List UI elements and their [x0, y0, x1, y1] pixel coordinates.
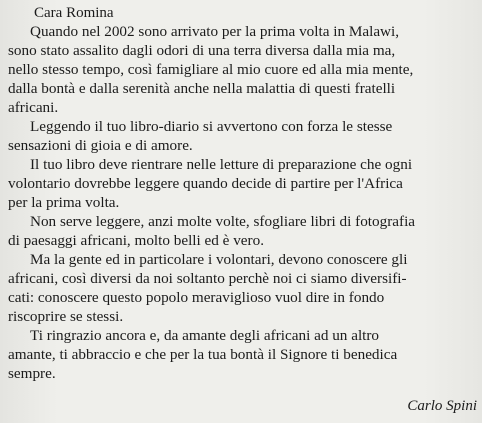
- letter-line: Ti ringrazio ancora e, da amante degli africani ad un altro: [30, 327, 380, 344]
- letter-line: cati: conoscere questo popolo meraviglioso vuol dire in fondo: [8, 289, 385, 306]
- letter-line: di paesaggi africani, molto belli ed è vero.: [8, 232, 264, 249]
- letter-line: Leggendo il tuo libro-diario si avvertono con forza le stesse: [30, 118, 393, 135]
- letter-line: volontario dovrebbe leggere quando decide di partire per l'Africa: [8, 175, 403, 192]
- letter-line: dalla bontà e dalla serenità anche nella malattia di questi fratelli: [8, 80, 396, 97]
- letter-line: Non serve leggere, anzi molte volte, sfogliare libri di fotografia: [30, 213, 416, 230]
- letter-salutation: Cara Romina: [34, 5, 114, 21]
- letter-line: nello stesso tempo, così famigliare al mio cuore ed alla mia mente,: [8, 61, 414, 78]
- letter-line: sempre.: [8, 365, 56, 382]
- letter-line: per la prima volta.: [8, 194, 120, 211]
- letter-line: africani.: [8, 99, 59, 116]
- letter-line: Quando nel 2002 sono arrivato per la prima volta in Malawi,: [30, 23, 400, 40]
- letter-line: sono stato assalito dagli odori di una terra diversa dalla mia ma,: [8, 42, 396, 59]
- letter-signature: Carlo Spini: [407, 398, 477, 414]
- letter-line: africani, così diversi da noi soltanto perchè noi ci siamo diversifi-: [8, 270, 407, 287]
- letter-line: amante, ti abbraccio e che per la tua bontà il Signore ti benedica: [8, 346, 398, 363]
- letter-line: Il tuo libro deve rientrare nelle letture di preparazione che ogni: [30, 156, 413, 173]
- letter-line: Ma la gente ed in particolare i volontari, devono conoscere gli: [30, 251, 408, 268]
- letter-line: sensazioni di gioia e di amore.: [8, 137, 193, 154]
- letter-line: riscoprire se stessi.: [8, 308, 124, 325]
